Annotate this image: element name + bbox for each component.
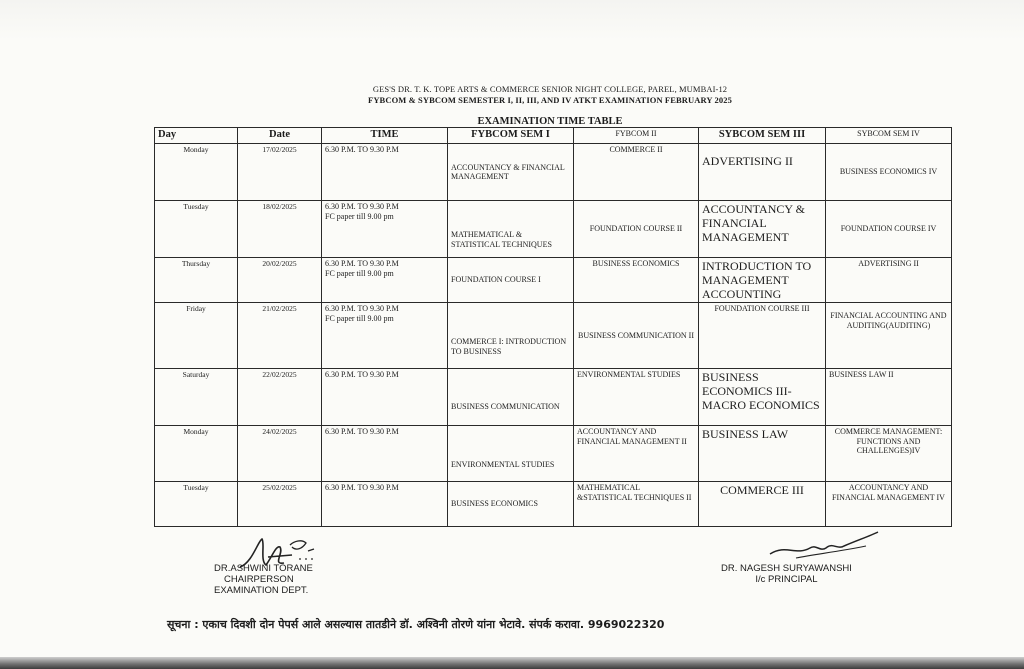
cell-sybcom-sem3: BUSINESS LAW (699, 426, 826, 482)
contact-notice: सूचना : एकाच दिवशी दोन पेपर्स आले असल्यास तातडीने डॉ. अश्विनी तोरणे यांना भेटावे. संपर्क करावा. 9969022320 (167, 618, 665, 631)
chairperson-name: DR.ASHWINI TORANE (214, 563, 313, 574)
cell-sybcom-sem4: ADVERTISING II (826, 258, 952, 303)
cell-date: 21/02/2025 (238, 303, 322, 369)
cell-fybcom-2: FOUNDATION COURSE II (574, 201, 699, 258)
cell-date: 25/02/2025 (238, 482, 322, 527)
cell-time (322, 426, 448, 482)
cell-day: Friday (155, 303, 238, 369)
cell-day: Monday (155, 144, 238, 201)
cell-day: Tuesday (155, 201, 238, 258)
cell-day: Saturday (155, 369, 238, 426)
col-sybcom-sem4: SYBCOM SEM IV (826, 128, 952, 144)
time-range: 6.30 P.M. TO 9.30 P.M (325, 145, 399, 154)
cell-sybcom-sem3: ADVERTISING II (699, 144, 826, 201)
cell-date: 20/02/2025 (238, 258, 322, 303)
time-note: FC paper till 9.00 pm (325, 268, 394, 278)
cell-date: 24/02/2025 (238, 426, 322, 482)
chairperson-block (214, 563, 313, 596)
cell-fybcom-sem1: MATHEMATICAL & STATISTICAL TECHNIQUES (448, 201, 574, 258)
cell-day: Tuesday (155, 482, 238, 527)
cell-date: 18/02/2025 (238, 201, 322, 258)
cell-time (322, 369, 448, 426)
timetable-title: EXAMINATION TIME TABLE (477, 116, 623, 127)
table-row (155, 201, 952, 258)
cell-time (322, 144, 448, 201)
cell-day: Monday (155, 426, 238, 482)
chairperson-title: CHAIRPERSON (224, 574, 294, 585)
col-fybcom-2: FYBCOM II (574, 128, 699, 144)
cell-day: Thursday (155, 258, 238, 303)
cell-sybcom-sem3: INTRODUCTION TO MANAGEMENT ACCOUNTING (699, 258, 826, 303)
cell-sybcom-sem4: COMMERCE MANAGEMENT: FUNCTIONS AND CHALLENGES)IV (826, 426, 952, 482)
col-time: TIME (322, 128, 448, 144)
time-range: 6.30 P.M. TO 9.30 P.M (325, 259, 399, 268)
table-row (155, 369, 952, 426)
cell-sybcom-sem4: BUSINESS ECONOMICS IV (826, 144, 952, 201)
cell-fybcom-sem1: ACCOUNTANCY & FINANCIAL MANAGEMENT (448, 144, 574, 201)
col-date: Date (238, 128, 322, 144)
cell-sybcom-sem3: FOUNDATION COURSE III (699, 303, 826, 369)
principal-name: DR. NAGESH SURYAWANSHI (721, 563, 852, 574)
cell-date: 22/02/2025 (238, 369, 322, 426)
time-range: 6.30 P.M. TO 9.30 P.M (325, 202, 399, 211)
col-fybcom-sem1: FYBCOM SEM I (448, 128, 574, 144)
cell-sybcom-sem4: FOUNDATION COURSE IV (826, 201, 952, 258)
time-range: 6.30 P.M. TO 9.30 P.M (325, 370, 399, 379)
cell-fybcom-2: BUSINESS COMMUNICATION II (574, 303, 699, 369)
table-row (155, 144, 952, 201)
cell-fybcom-sem1: FOUNDATION COURSE I (448, 258, 574, 303)
cell-time (322, 258, 448, 303)
table-row (155, 426, 952, 482)
cell-time (322, 201, 448, 258)
time-range: 6.30 P.M. TO 9.30 P.M (325, 483, 399, 492)
cell-fybcom-sem1: BUSINESS COMMUNICATION (448, 369, 574, 426)
principal-title: I/c PRINCIPAL (755, 574, 818, 585)
cell-time (322, 303, 448, 369)
cell-fybcom-2: COMMERCE II (574, 144, 699, 201)
table-header-row (155, 128, 952, 144)
college-name: GES'S DR. T. K. TOPE ARTS & COMMERCE SENIOR NIGHT COLLEGE, PAREL, MUMBAI-12 (372, 84, 728, 94)
cell-sybcom-sem4: FINANCIAL ACCOUNTING AND AUDITING(AUDITING) (826, 303, 952, 369)
exam-timetable (154, 127, 952, 527)
table-row (155, 258, 952, 303)
time-note: FC paper till 9.00 pm (325, 211, 394, 221)
col-day: Day (155, 128, 238, 144)
exam-subtitle: FYBCOM & SYBCOM SEMESTER I, II, III, AND IV ATKT EXAMINATION FEBRUARY 2025 (368, 95, 732, 105)
cell-fybcom-2: ACCOUNTANCY AND FINANCIAL MANAGEMENT II (574, 426, 699, 482)
cell-time (322, 482, 448, 527)
page-shadow (0, 0, 1024, 40)
cell-fybcom-2: BUSINESS ECONOMICS (574, 258, 699, 303)
time-range: 6.30 P.M. TO 9.30 P.M (325, 304, 399, 313)
cell-fybcom-sem1: BUSINESS ECONOMICS (448, 482, 574, 527)
cell-fybcom-sem1: ENVIRONMENTAL STUDIES (448, 426, 574, 482)
scan-edge (0, 657, 1024, 669)
principal-block (721, 563, 852, 585)
cell-sybcom-sem3: BUSINESS ECONOMICS III- MACRO ECONOMICS (699, 369, 826, 426)
cell-fybcom-2: ENVIRONMENTAL STUDIES (574, 369, 699, 426)
cell-date: 17/02/2025 (238, 144, 322, 201)
cell-fybcom-sem1: COMMERCE I: INTRODUCTION TO BUSINESS (448, 303, 574, 369)
time-note: FC paper till 9.00 pm (325, 313, 394, 323)
college-header (300, 84, 800, 106)
time-range: 6.30 P.M. TO 9.30 P.M (325, 427, 399, 436)
cell-sybcom-sem4: ACCOUNTANCY AND FINANCIAL MANAGEMENT IV (826, 482, 952, 527)
cell-sybcom-sem4: BUSINESS LAW II (826, 369, 952, 426)
cell-sybcom-sem3: ACCOUNTANCY & FINANCIAL MANAGEMENT (699, 201, 826, 258)
principal-signature (766, 530, 881, 562)
cell-fybcom-2: MATHEMATICAL &STATISTICAL TECHNIQUES II (574, 482, 699, 527)
cell-sybcom-sem3: COMMERCE III (699, 482, 826, 527)
table-row (155, 482, 952, 527)
col-sybcom-sem3: SYBCOM SEM III (699, 128, 826, 144)
table-row (155, 303, 952, 369)
chairperson-dept: EXAMINATION DEPT. (214, 585, 309, 596)
